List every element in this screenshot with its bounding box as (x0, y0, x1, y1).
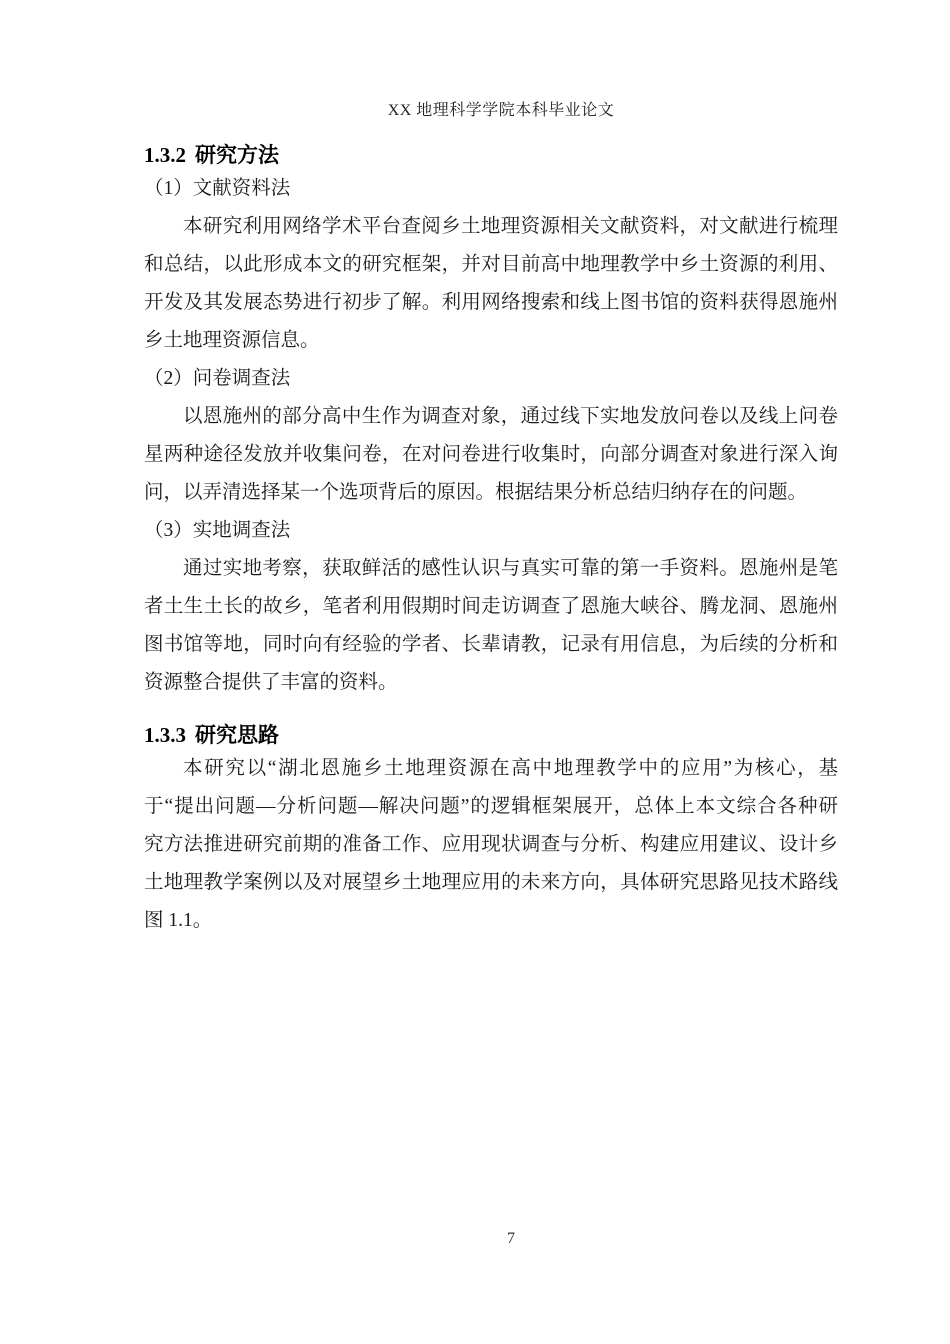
section-number: 1.3.2 (144, 143, 186, 167)
section-heading-1-3-2 (144, 140, 838, 170)
paragraph-line: 图书馆等地，同时向有经验的学者、长辈请教，记录有用信息，为后续的分析和 (144, 634, 838, 655)
paragraph-line: 以恩施州的部分高中生作为调查对象，通过线下实地发放问卷以及线上问卷 (183, 406, 838, 427)
paragraph-line: 本研究以“湖北恩施乡土地理资源在高中地理教学中的应用”为核心，基 (183, 758, 838, 779)
running-header: XX 地理科学学院本科毕业论文 (387, 102, 615, 119)
page-content (144, 100, 838, 940)
paragraph-line: 开发及其发展态势进行初步了解。利用网络搜索和线上图书馆的资料获得恩施州 (144, 292, 838, 313)
paragraph-line: 和总结，以此形成本文的研究框架，并对目前高中地理教学中乡土资源的利用、 (144, 254, 838, 275)
subheading-field-method: （3）实地调查法 (144, 520, 291, 541)
paragraph-questionnaire-method (144, 398, 838, 512)
paragraph-line: 于“提出问题—分析问题—解决问题”的逻辑框架展开，总体上本文综合各种研 (144, 796, 838, 817)
paragraph-line: 星两种途径发放并收集问卷，在对问卷进行收集时，向部分调查对象进行深入询 (144, 444, 838, 465)
subheading-questionnaire-method: （2）问卷调查法 (144, 368, 291, 389)
paragraph-line: 乡土地理资源信息。 (144, 330, 320, 351)
paragraph-line: 通过实地考察，获取鲜活的感性认识与真实可靠的第一手资料。恩施州是笔 (183, 558, 838, 579)
paragraph-research-approach (144, 750, 838, 940)
subheading-literature-method: （1）文献资料法 (144, 178, 291, 199)
section-title: 研究思路 (195, 724, 279, 747)
paragraph-literature-method (144, 208, 838, 360)
paragraph-line: 图 1.1。 (144, 910, 213, 931)
paragraph-line: 问，以弄清选择某一个选项背后的原因。根据结果分析总结归纳存在的问题。 (144, 482, 808, 503)
section-title: 研究方法 (195, 144, 279, 167)
paragraph-line: 土地理教学案例以及对展望乡土地理应用的未来方向，具体研究思路见技术路线 (144, 872, 838, 893)
page-number: 7 (507, 1230, 515, 1247)
paragraph-line: 资源整合提供了丰富的资料。 (144, 672, 398, 693)
section-heading-1-3-3 (144, 720, 838, 750)
paragraph-line: 本研究利用网络学术平台查阅乡土地理资源相关文献资料，对文献进行梳理 (183, 216, 838, 237)
paragraph-field-method (144, 550, 838, 702)
paragraph-line: 者土生土长的故乡，笔者利用假期时间走访调查了恩施大峡谷、腾龙洞、恩施州 (144, 596, 838, 617)
section-number: 1.3.3 (144, 723, 186, 747)
paragraph-line: 究方法推进研究前期的准备工作、应用现状调查与分析、构建应用建议、设计乡 (144, 834, 838, 855)
